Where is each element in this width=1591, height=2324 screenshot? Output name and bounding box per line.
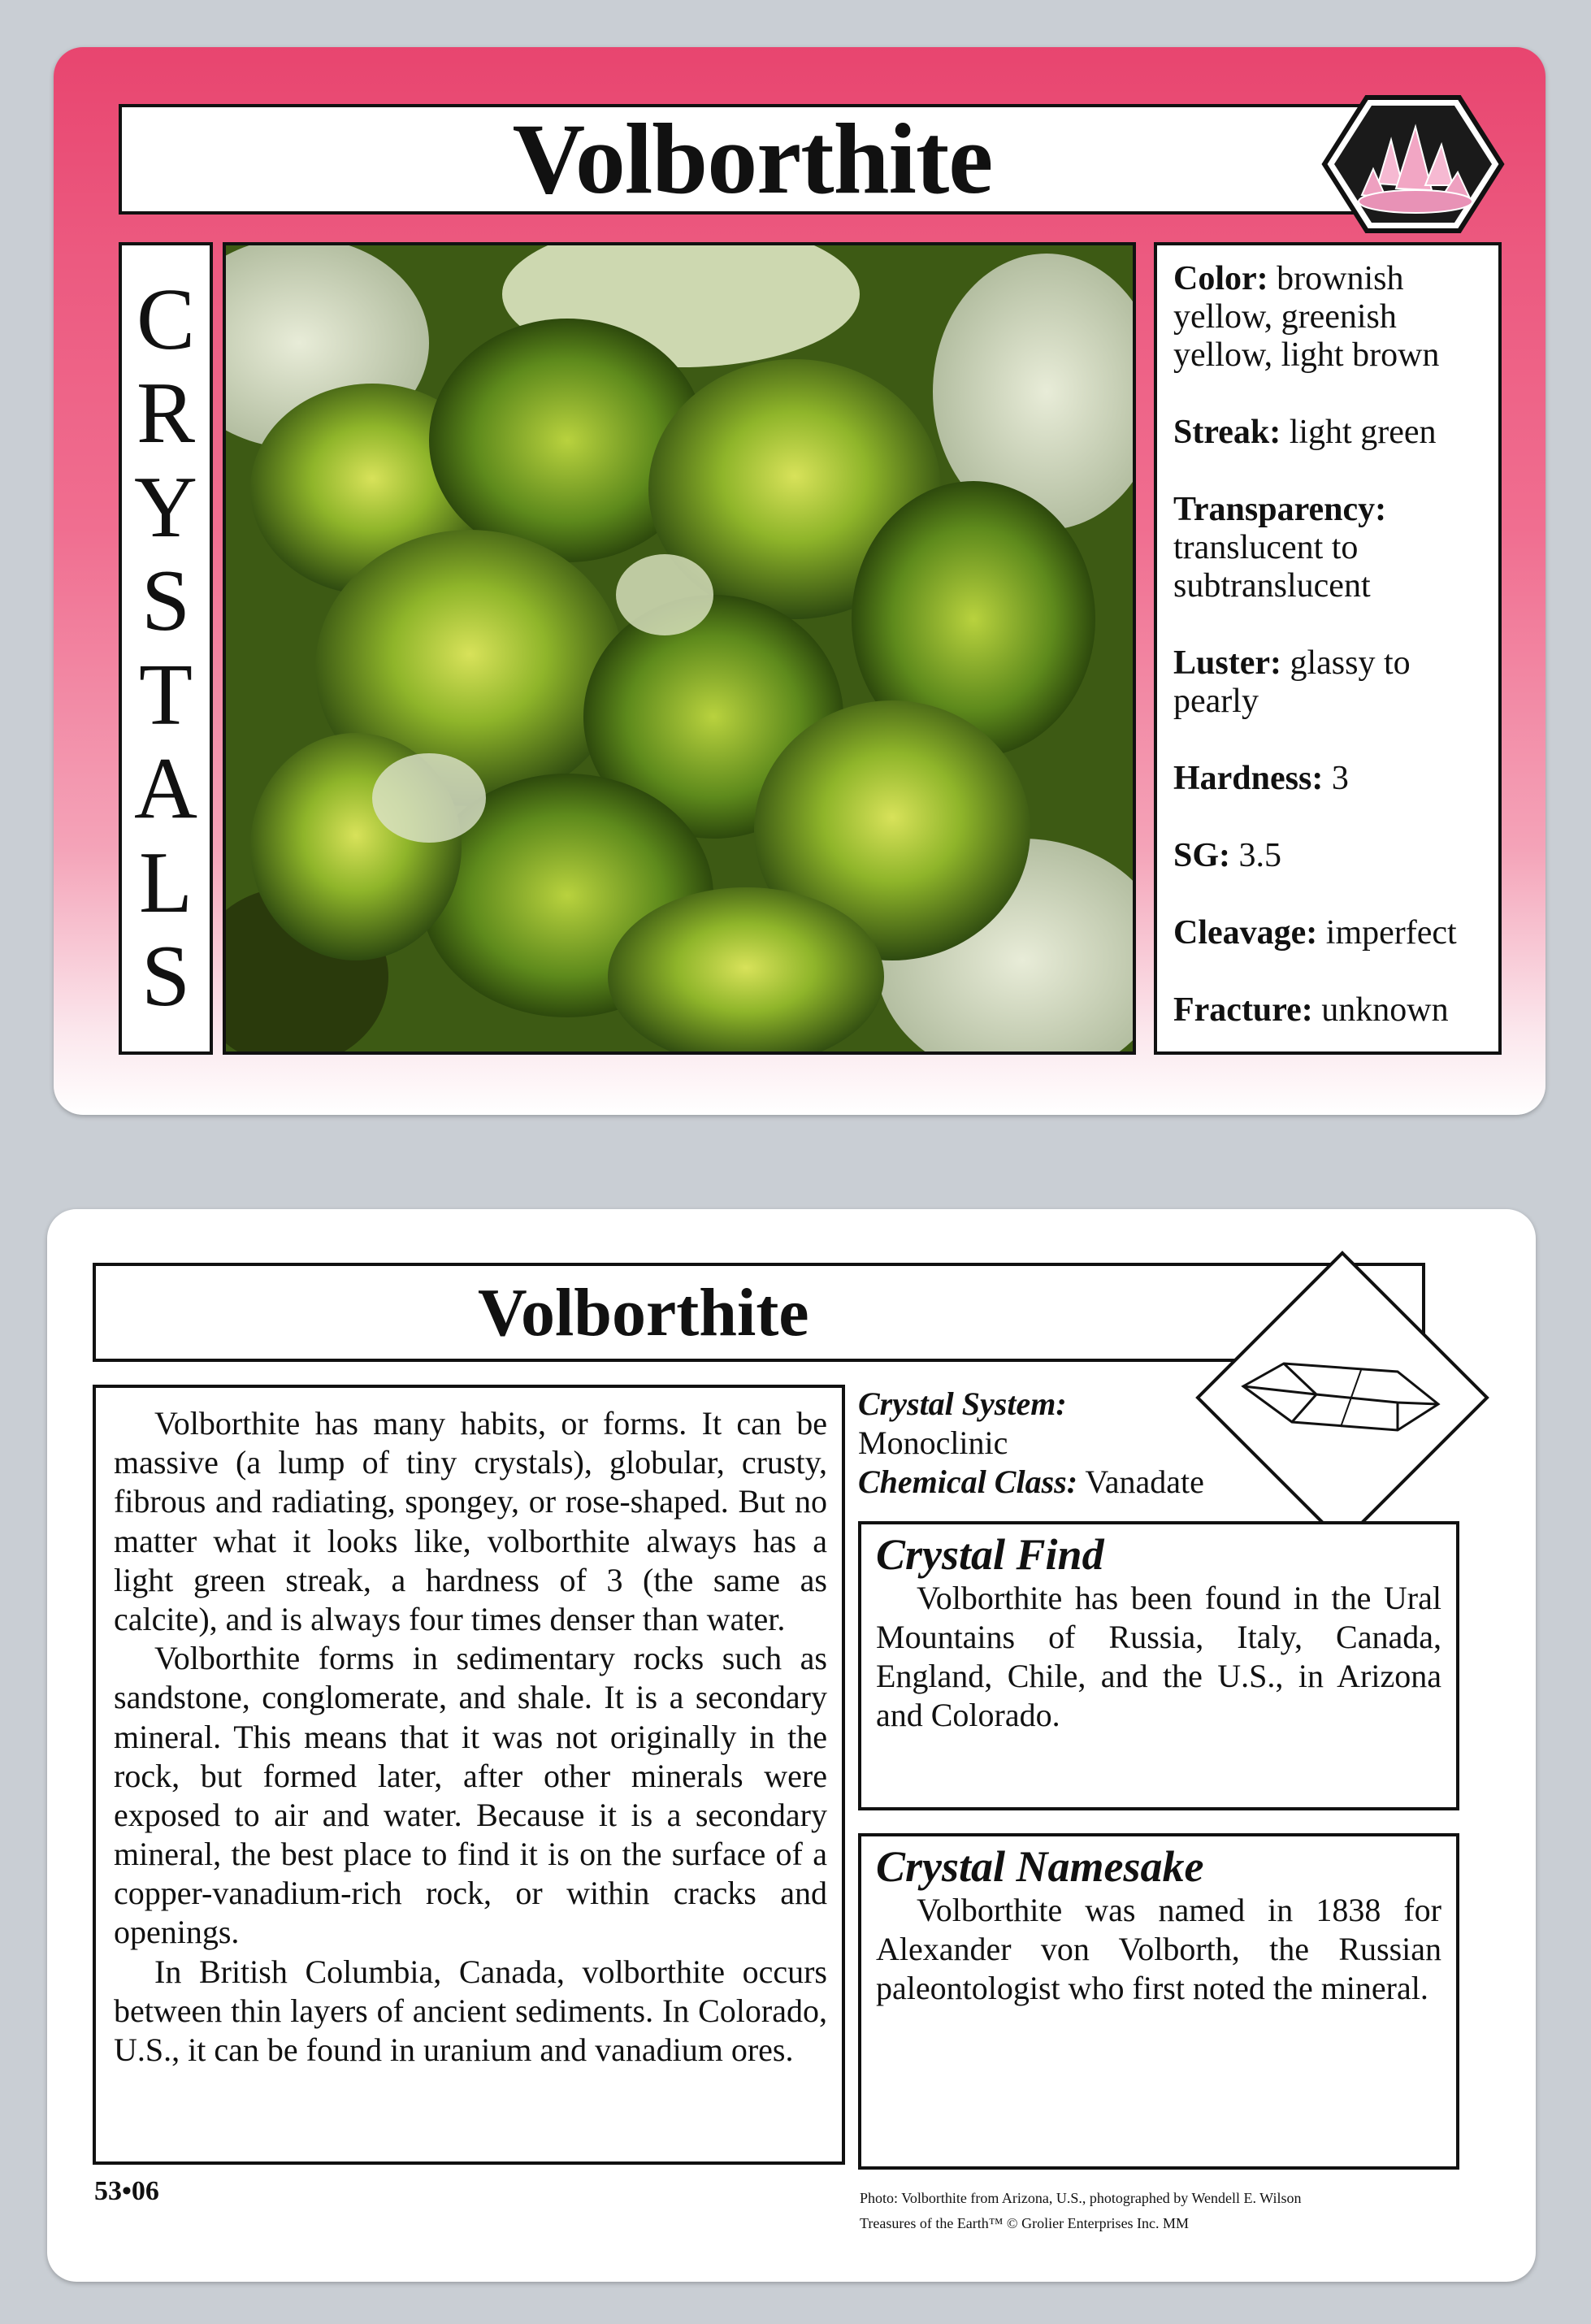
property-label: Fracture: xyxy=(1173,991,1313,1030)
property-cleavage xyxy=(1173,914,1482,952)
crystal-cluster-icon xyxy=(1321,94,1505,234)
chemical-class-value: Vanadate xyxy=(1085,1463,1204,1500)
front-title: Volborthite xyxy=(512,103,993,215)
description-paragraph: In British Columbia, Canada, volborthite occurs between thin layers of ancient sediments. In Colorado, U.S., it can be found in uranium and vanadium ores. xyxy=(114,1953,827,2068)
side-letter: R xyxy=(136,365,196,462)
property-sg xyxy=(1173,837,1482,875)
side-letter: C xyxy=(136,271,196,368)
property-value: 3 xyxy=(1331,760,1349,798)
crystal-namesake-text: Volborthite was named in 1838 for Alexander von Volborth, the Russian paleontologist who first noted the mineral. xyxy=(876,1892,1441,2007)
side-letter: T xyxy=(139,646,193,744)
crystal-namesake-title: Crystal Namesake xyxy=(876,1842,1204,1891)
property-value: brownish yellow, greenish yellow, light brown xyxy=(1173,260,1440,375)
card-number: 53•06 xyxy=(94,2176,159,2206)
property-label: Streak: xyxy=(1173,414,1281,452)
front-title-box xyxy=(119,104,1386,215)
property-value: glassy to pearly xyxy=(1173,644,1411,721)
mineral-photo xyxy=(223,242,1136,1055)
crystal-system-block xyxy=(858,1385,1281,1502)
property-value: imperfect xyxy=(1325,914,1457,952)
credits xyxy=(860,2186,1301,2235)
side-letter: L xyxy=(139,834,193,931)
side-letter: A xyxy=(134,740,197,838)
side-letter: S xyxy=(141,928,191,1025)
property-streak xyxy=(1173,414,1482,452)
property-label: SG: xyxy=(1173,837,1231,875)
property-transparency xyxy=(1173,491,1482,605)
property-label: Luster: xyxy=(1173,644,1281,683)
copyright-line: Treasures of the Earth™ © Grolier Enterprises Inc. MM xyxy=(860,2214,1190,2231)
property-label: Cleavage: xyxy=(1173,914,1318,952)
card-front xyxy=(54,47,1545,1115)
back-title: Volborthite xyxy=(478,1274,809,1351)
property-hardness xyxy=(1173,760,1482,798)
property-value: light green xyxy=(1289,414,1437,452)
photo-credit: Photo: Volborthite from Arizona, U.S., photographed by Wendell E. Wilson xyxy=(860,2190,1302,2206)
property-fracture xyxy=(1173,991,1482,1030)
description-paragraph: Volborthite forms in sedimentary rocks such as sandstone, conglomerate, and shale. It is a secondary mineral. This means that it was not originally in the rock, but formed later, after other minerals were exposed to air and water. Because it is a secondary mineral, the best place to find it is on the surface of a copper-vanadium-rich rock, or within cracks and openings. xyxy=(114,1640,827,1951)
property-luster xyxy=(1173,644,1482,721)
crystal-system-label: Crystal System: xyxy=(858,1385,1067,1422)
crystal-find-title: Crystal Find xyxy=(876,1530,1104,1579)
property-color xyxy=(1173,260,1482,375)
description-box xyxy=(93,1385,845,2165)
property-label: Hardness: xyxy=(1173,760,1324,798)
property-value: 3.5 xyxy=(1238,837,1282,875)
property-label: Color: xyxy=(1173,260,1268,297)
side-letter: S xyxy=(141,553,191,650)
properties-panel xyxy=(1154,242,1502,1055)
crystal-namesake-box xyxy=(858,1833,1459,2170)
card-back xyxy=(47,1209,1536,2282)
crystal-find-text: Volborthite has been found in the Ural Mountains of Russia, Italy, Canada, England, Chile, and the U.S., in Arizona and Colorado. xyxy=(876,1580,1441,1734)
crystal-system-value: Monoclinic xyxy=(858,1424,1008,1461)
property-label: Transparency: xyxy=(1173,491,1387,529)
property-value: unknown xyxy=(1321,991,1449,1030)
side-letter: Y xyxy=(134,458,197,556)
property-value: translucent to subtranslucent xyxy=(1173,529,1371,605)
crystals-side-label xyxy=(119,242,213,1055)
description-paragraph: Volborthite has many habits, or forms. It can be massive (a lump of tiny crystals), globular, crusty, fibrous and radiating, spongey, or rose-shaped. But no matter what it looks like, volborthite always has a light green streak, a hardness of 3 (the same as calcite), and is always four times denser than water. xyxy=(114,1405,827,1637)
crystal-find-box xyxy=(858,1521,1459,1810)
chemical-class-label: Chemical Class: xyxy=(858,1463,1078,1500)
